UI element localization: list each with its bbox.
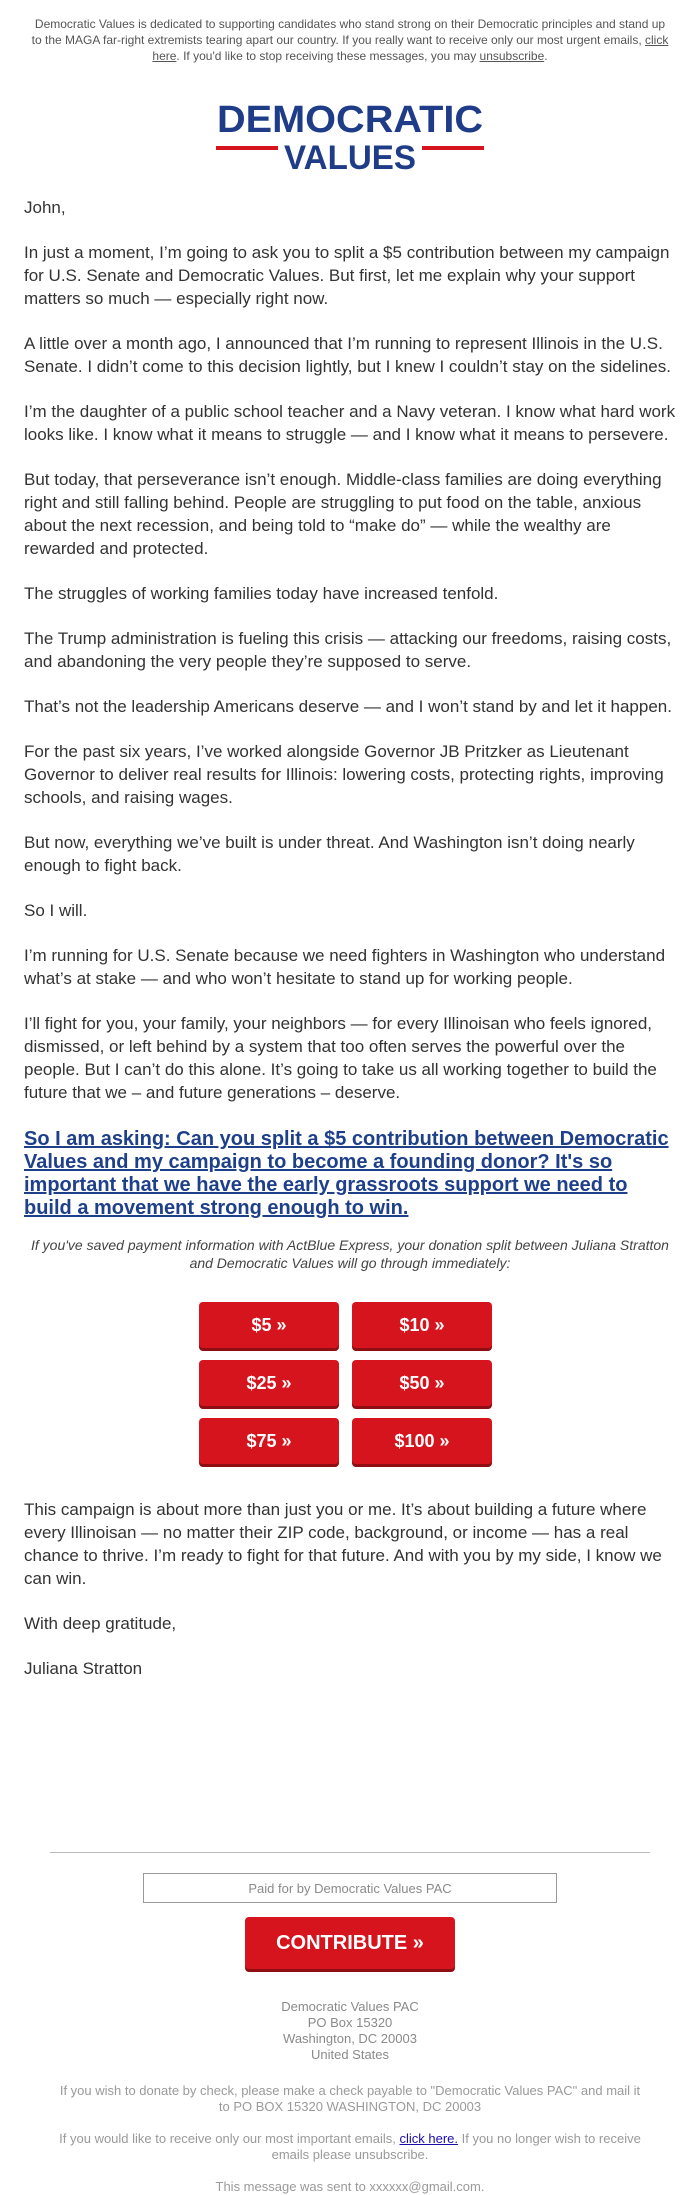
email-body xyxy=(24,176,676,1680)
paragraph-5: The struggles of working families today have increased tenfold. xyxy=(24,584,499,603)
donate-75-button[interactable]: $75 » xyxy=(199,1418,339,1464)
contribution-ask-link[interactable]: So I am asking: Can you split a $5 contribution between Democratic Values and my campaign to become a founding donor? It's so important that we have the early grassroots support we need to build a movement strong enough to win. xyxy=(24,1128,669,1219)
address-line: PO Box 15320 xyxy=(307,2015,393,2030)
logo-line2: VALUES xyxy=(284,139,416,176)
address-line: Democratic Values PAC xyxy=(281,1999,419,2014)
mailing-address xyxy=(0,1999,700,2063)
logo-bar-right xyxy=(422,146,484,150)
preheader xyxy=(30,0,670,64)
greeting: John, xyxy=(24,198,66,217)
logo-bar-left xyxy=(216,146,278,150)
important-emails-link[interactable]: click here. xyxy=(399,2131,458,2146)
footer xyxy=(0,1702,700,2195)
paragraph-2: A little over a month ago, I announced that I’m running to represent Illinois in the U.S. Senate. I didn’t come to this decision lightly, but I knew I couldn’t stay on the sidelines. xyxy=(24,334,671,376)
donate-50-button[interactable]: $50 » xyxy=(352,1360,492,1406)
donate-100-button[interactable]: $100 » xyxy=(352,1418,492,1464)
email-preferences-text: If you would like to receive only our most important emails, xyxy=(59,2131,400,2146)
donate-25-button[interactable]: $25 » xyxy=(199,1360,339,1406)
check-donation-note: If you wish to donate by check, please make a check payable to "Democratic Values PAC" and mail it to PO BOX 15320 WASHINGTON, DC 20003 xyxy=(59,2083,641,2114)
logo-link[interactable] xyxy=(0,96,700,176)
signoff: With deep gratitude, xyxy=(24,1614,177,1633)
paid-for-disclaimer: Paid for by Democratic Values PAC xyxy=(143,1873,557,1903)
democratic-values-logo xyxy=(210,96,490,176)
sent-to-note: This message was sent to xxxxxx@gmail.com. xyxy=(215,2179,485,2194)
unsubscribe-text: If you no longer wish to receive emails please unsubscribe. xyxy=(271,2131,641,2162)
paragraph-11: I’m running for U.S. Senate because we need fighters in Washington who understand what’s at stake — and who won’t hesitate to stand up for working people. xyxy=(24,946,666,988)
address-line: Washington, DC 20003 xyxy=(283,2031,417,2046)
paragraph-9: But now, everything we’ve built is under threat. And Washington isn’t doing nearly enough to fight back. xyxy=(24,833,635,875)
preheader-text-middle: . If you'd like to stop receiving these messages, you may xyxy=(176,49,480,63)
logo-line1: DEMOCRATIC xyxy=(217,99,483,141)
contribute-button[interactable]: CONTRIBUTE » xyxy=(245,1917,455,1969)
donate-5-button[interactable]: $5 » xyxy=(199,1302,339,1348)
unsubscribe-link[interactable]: unsubscribe xyxy=(479,49,545,63)
paragraph-4: But today, that perseverance isn’t enough. Middle-class families are doing everything right and still falling behind. People are struggling to put food on the table, anxious about the next recession, and being told to “make do” — while the wealthy are rewarded and protected. xyxy=(24,470,662,558)
preheader-text: Democratic Values is dedicated to supporting candidates who stand strong on their Democratic principles and stand up to the MAGA far-right extremists tearing apart our country. If you really want to receive only our most urgent emails, xyxy=(31,17,666,47)
signature: Juliana Stratton xyxy=(24,1659,143,1678)
paragraph-7: That’s not the leadership Americans deserve — and I won’t stand by and let it happen. xyxy=(24,697,672,716)
email-preferences-note xyxy=(55,2131,645,2163)
urgent-emails-link[interactable]: click here xyxy=(152,33,669,63)
paragraph-1: In just a moment, I’m going to ask you to split a $5 contribution between my campaign for U.S. Senate and Democratic Values. But first, let me explain why your support matters so much — especially right now. xyxy=(24,243,670,308)
signoff-block xyxy=(24,1612,676,1680)
closing-paragraph: This campaign is about more than just you or me. It’s about building a future where every Illinoisan — no matter their ZIP code, background, or income — has a real chance to thrive. I’m ready to fight for that future. And with you by my side, I know we can win. xyxy=(24,1500,662,1588)
actblue-note: If you've saved payment information with ActBlue Express, your donation split between Juliana Stratton and Democratic Values will go through immediately: xyxy=(31,1237,669,1271)
donation-button-grid xyxy=(199,1302,501,1464)
preheader-text-end: . xyxy=(544,49,548,63)
footer-divider xyxy=(50,1852,650,1853)
paragraph-6: The Trump administration is fueling this crisis — attacking our freedoms, raising costs, and abandoning the very people they’re supposed to serve. xyxy=(24,629,672,671)
donate-10-button[interactable]: $10 » xyxy=(352,1302,492,1348)
paragraph-12: I’ll fight for you, your family, your neighbors — for every Illinoisan who feels ignored, dismissed, or left behind by a system that too often serves the powerful over the people. But I can’t do this alone. It’s going to take us all working together to build the future that we – and future generations – deserve. xyxy=(24,1014,657,1102)
paragraph-8: For the past six years, I’ve worked alongside Governor JB Pritzker as Lieutenant Governor to deliver real results for Illinois: lowering costs, protecting rights, improving schools, and raising wages. xyxy=(24,742,664,807)
address-line: United States xyxy=(310,2047,390,2062)
paragraph-3: I’m the daughter of a public school teacher and a Navy veteran. I know what hard work looks like. I know what it means to struggle — and I know what it means to persevere. xyxy=(24,402,676,444)
paragraph-10: So I will. xyxy=(24,901,88,920)
